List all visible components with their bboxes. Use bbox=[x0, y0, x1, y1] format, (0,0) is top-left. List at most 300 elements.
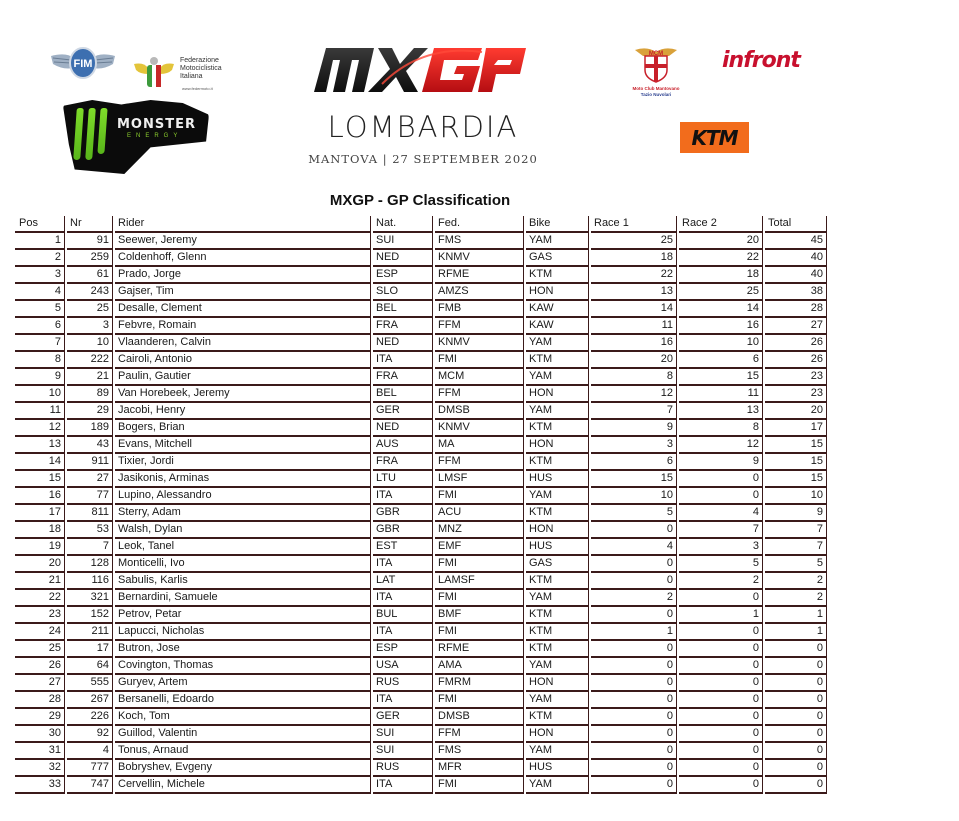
cell-fed: FMI bbox=[435, 352, 524, 369]
cell-pos: 12 bbox=[15, 420, 65, 437]
cell-nr: 226 bbox=[67, 709, 113, 726]
cell-pos: 29 bbox=[15, 709, 65, 726]
cell-race2: 0 bbox=[679, 641, 763, 658]
cell-total: 15 bbox=[765, 471, 827, 488]
cell-race2: 4 bbox=[679, 505, 763, 522]
cell-bike: KTM bbox=[526, 573, 589, 590]
cell-nat: ITA bbox=[373, 624, 433, 641]
cell-rider: Jacobi, Henry bbox=[115, 403, 371, 420]
cell-rider: Bernardini, Samuele bbox=[115, 590, 371, 607]
cell-total: 15 bbox=[765, 437, 827, 454]
table-row bbox=[15, 726, 827, 743]
cell-rider: Bogers, Brian bbox=[115, 420, 371, 437]
cell-total: 10 bbox=[765, 488, 827, 505]
cell-bike: KTM bbox=[526, 420, 589, 437]
mcm-crest-icon bbox=[627, 44, 685, 84]
cell-race1: 0 bbox=[591, 726, 677, 743]
cell-race2: 15 bbox=[679, 369, 763, 386]
cell-race1: 18 bbox=[591, 250, 677, 267]
cell-race2: 9 bbox=[679, 454, 763, 471]
cell-bike: GAS bbox=[526, 250, 589, 267]
cell-nr: 91 bbox=[67, 233, 113, 250]
cell-bike: KTM bbox=[526, 624, 589, 641]
cell-bike: YAM bbox=[526, 590, 589, 607]
table-row bbox=[15, 318, 827, 335]
cell-nr: 152 bbox=[67, 607, 113, 624]
cell-race1: 0 bbox=[591, 760, 677, 777]
cell-rider: Sabulis, Karlis bbox=[115, 573, 371, 590]
cell-nat: BEL bbox=[373, 301, 433, 318]
cell-rider: Bersanelli, Edoardo bbox=[115, 692, 371, 709]
cell-nr: 116 bbox=[67, 573, 113, 590]
cell-pos: 9 bbox=[15, 369, 65, 386]
table-row bbox=[15, 284, 827, 301]
cell-race2: 3 bbox=[679, 539, 763, 556]
cell-nat: ITA bbox=[373, 556, 433, 573]
cell-fed: MCM bbox=[435, 369, 524, 386]
cell-nr: 243 bbox=[67, 284, 113, 301]
cell-bike: YAM bbox=[526, 488, 589, 505]
col-header-nr: Nr bbox=[67, 216, 113, 233]
cell-bike: YAM bbox=[526, 335, 589, 352]
cell-race2: 0 bbox=[679, 760, 763, 777]
cell-rider: Koch, Tom bbox=[115, 709, 371, 726]
table-row bbox=[15, 437, 827, 454]
cell-rider: Leok, Tanel bbox=[115, 539, 371, 556]
cell-bike: YAM bbox=[526, 692, 589, 709]
cell-rider: Lupino, Alessandro bbox=[115, 488, 371, 505]
cell-race2: 25 bbox=[679, 284, 763, 301]
table-row bbox=[15, 777, 827, 794]
cell-pos: 7 bbox=[15, 335, 65, 352]
col-header-race1: Race 1 bbox=[591, 216, 677, 233]
col-header-pos: Pos bbox=[15, 216, 65, 233]
cell-fed: ACU bbox=[435, 505, 524, 522]
cell-fed: AMZS bbox=[435, 284, 524, 301]
cell-nr: 777 bbox=[67, 760, 113, 777]
table-row bbox=[15, 573, 827, 590]
cell-rider: Gajser, Tim bbox=[115, 284, 371, 301]
cell-race2: 5 bbox=[679, 556, 763, 573]
cell-total: 0 bbox=[765, 726, 827, 743]
cell-nat: GBR bbox=[373, 505, 433, 522]
cell-nr: 92 bbox=[67, 726, 113, 743]
cell-nr: 61 bbox=[67, 267, 113, 284]
cell-race2: 14 bbox=[679, 301, 763, 318]
cell-nr: 321 bbox=[67, 590, 113, 607]
cell-nat: FRA bbox=[373, 369, 433, 386]
table-row bbox=[15, 488, 827, 505]
cell-nat: ITA bbox=[373, 777, 433, 794]
cell-total: 1 bbox=[765, 624, 827, 641]
cell-pos: 4 bbox=[15, 284, 65, 301]
cell-nat: BUL bbox=[373, 607, 433, 624]
monster-energy-logo: MONSTER ENERGY bbox=[63, 100, 209, 174]
cell-nat: LAT bbox=[373, 573, 433, 590]
col-header-race2: Race 2 bbox=[679, 216, 763, 233]
cell-nr: 43 bbox=[67, 437, 113, 454]
cell-total: 9 bbox=[765, 505, 827, 522]
cell-race2: 0 bbox=[679, 488, 763, 505]
cell-total: 0 bbox=[765, 777, 827, 794]
cell-fed: FFM bbox=[435, 386, 524, 403]
table-row bbox=[15, 267, 827, 284]
cell-fed: LMSF bbox=[435, 471, 524, 488]
cell-bike: KTM bbox=[526, 267, 589, 284]
cell-fed: FMI bbox=[435, 556, 524, 573]
cell-total: 17 bbox=[765, 420, 827, 437]
col-header-bike: Bike bbox=[526, 216, 589, 233]
cell-nat: ITA bbox=[373, 692, 433, 709]
cell-total: 26 bbox=[765, 352, 827, 369]
cell-total: 28 bbox=[765, 301, 827, 318]
cell-bike: YAM bbox=[526, 777, 589, 794]
cell-fed: FMRM bbox=[435, 675, 524, 692]
cell-fed: FMI bbox=[435, 692, 524, 709]
cell-bike: HON bbox=[526, 522, 589, 539]
cell-rider: Febvre, Romain bbox=[115, 318, 371, 335]
table-row bbox=[15, 624, 827, 641]
cell-pos: 30 bbox=[15, 726, 65, 743]
cell-nat: FRA bbox=[373, 454, 433, 471]
cell-rider: Sterry, Adam bbox=[115, 505, 371, 522]
cell-nat: GER bbox=[373, 403, 433, 420]
cell-nr: 27 bbox=[67, 471, 113, 488]
cell-nat: USA bbox=[373, 658, 433, 675]
cell-rider: Bobryshev, Evgeny bbox=[115, 760, 371, 777]
table-row bbox=[15, 709, 827, 726]
svg-text:MCM: MCM bbox=[648, 51, 664, 57]
cell-race2: 18 bbox=[679, 267, 763, 284]
cell-fed: KNMV bbox=[435, 250, 524, 267]
cell-rider: Butron, Jose bbox=[115, 641, 371, 658]
cell-rider: Paulin, Gautier bbox=[115, 369, 371, 386]
cell-total: 1 bbox=[765, 607, 827, 624]
fmi-url: www.federmoto.it bbox=[182, 86, 213, 91]
cell-bike: HON bbox=[526, 726, 589, 743]
cell-fed: FMB bbox=[435, 301, 524, 318]
cell-bike: HON bbox=[526, 284, 589, 301]
cell-rider: Lapucci, Nicholas bbox=[115, 624, 371, 641]
cell-rider: Coldenhoff, Glenn bbox=[115, 250, 371, 267]
mxgp-logo bbox=[312, 44, 528, 96]
cell-fed: RFME bbox=[435, 641, 524, 658]
cell-fed: FMI bbox=[435, 624, 524, 641]
cell-pos: 15 bbox=[15, 471, 65, 488]
event-subline: MANTOVA | 27 SEPTEMBER 2020 bbox=[308, 152, 538, 166]
cell-pos: 21 bbox=[15, 573, 65, 590]
table-row bbox=[15, 675, 827, 692]
cell-race1: 20 bbox=[591, 352, 677, 369]
cell-race1: 0 bbox=[591, 556, 677, 573]
cell-fed: MA bbox=[435, 437, 524, 454]
cell-nat: NED bbox=[373, 250, 433, 267]
cell-race2: 10 bbox=[679, 335, 763, 352]
cell-bike: KTM bbox=[526, 641, 589, 658]
cell-total: 27 bbox=[765, 318, 827, 335]
cell-total: 45 bbox=[765, 233, 827, 250]
cell-total: 26 bbox=[765, 335, 827, 352]
cell-race1: 2 bbox=[591, 590, 677, 607]
cell-nat: ITA bbox=[373, 488, 433, 505]
cell-race2: 12 bbox=[679, 437, 763, 454]
cell-pos: 8 bbox=[15, 352, 65, 369]
cell-pos: 28 bbox=[15, 692, 65, 709]
cell-race1: 6 bbox=[591, 454, 677, 471]
cell-rider: Petrov, Petar bbox=[115, 607, 371, 624]
cell-race2: 0 bbox=[679, 777, 763, 794]
cell-race1: 13 bbox=[591, 284, 677, 301]
cell-nat: GER bbox=[373, 709, 433, 726]
cell-pos: 19 bbox=[15, 539, 65, 556]
cell-bike: YAM bbox=[526, 369, 589, 386]
cell-rider: Monticelli, Ivo bbox=[115, 556, 371, 573]
cell-bike: YAM bbox=[526, 233, 589, 250]
cell-nr: 64 bbox=[67, 658, 113, 675]
col-header-total: Total bbox=[765, 216, 827, 233]
cell-rider: Desalle, Clement bbox=[115, 301, 371, 318]
cell-race1: 4 bbox=[591, 539, 677, 556]
cell-total: 0 bbox=[765, 675, 827, 692]
cell-nat: RUS bbox=[373, 760, 433, 777]
cell-race2: 0 bbox=[679, 658, 763, 675]
table-row bbox=[15, 658, 827, 675]
cell-pos: 11 bbox=[15, 403, 65, 420]
cell-pos: 5 bbox=[15, 301, 65, 318]
cell-race1: 0 bbox=[591, 692, 677, 709]
cell-race2: 16 bbox=[679, 318, 763, 335]
infront-logo: infront bbox=[722, 48, 800, 73]
col-header-fed: Fed. bbox=[435, 216, 524, 233]
cell-rider: Seewer, Jeremy bbox=[115, 233, 371, 250]
cell-total: 23 bbox=[765, 386, 827, 403]
cell-bike: KTM bbox=[526, 505, 589, 522]
cell-total: 2 bbox=[765, 573, 827, 590]
table-row bbox=[15, 454, 827, 471]
cell-total: 7 bbox=[765, 522, 827, 539]
cell-race2: 22 bbox=[679, 250, 763, 267]
cell-race2: 0 bbox=[679, 471, 763, 488]
cell-pos: 24 bbox=[15, 624, 65, 641]
cell-race1: 16 bbox=[591, 335, 677, 352]
cell-fed: KNMV bbox=[435, 420, 524, 437]
cell-bike: HON bbox=[526, 437, 589, 454]
cell-nr: 267 bbox=[67, 692, 113, 709]
cell-bike: KTM bbox=[526, 352, 589, 369]
cell-race2: 0 bbox=[679, 624, 763, 641]
cell-bike: KAW bbox=[526, 301, 589, 318]
cell-race1: 1 bbox=[591, 624, 677, 641]
cell-total: 40 bbox=[765, 267, 827, 284]
cell-race2: 0 bbox=[679, 590, 763, 607]
cell-race1: 25 bbox=[591, 233, 677, 250]
cell-rider: Jasikonis, Arminas bbox=[115, 471, 371, 488]
cell-pos: 33 bbox=[15, 777, 65, 794]
cell-nr: 555 bbox=[67, 675, 113, 692]
cell-bike: HON bbox=[526, 675, 589, 692]
table-row bbox=[15, 692, 827, 709]
cell-fed: FFM bbox=[435, 318, 524, 335]
cell-fed: FMI bbox=[435, 590, 524, 607]
fmi-logo bbox=[134, 52, 226, 94]
cell-nr: 3 bbox=[67, 318, 113, 335]
cell-race1: 0 bbox=[591, 522, 677, 539]
cell-total: 0 bbox=[765, 658, 827, 675]
cell-total: 40 bbox=[765, 250, 827, 267]
cell-nr: 4 bbox=[67, 743, 113, 760]
cell-pos: 26 bbox=[15, 658, 65, 675]
cell-nat: ESP bbox=[373, 267, 433, 284]
table-row bbox=[15, 335, 827, 352]
cell-nat: NED bbox=[373, 420, 433, 437]
cell-total: 0 bbox=[765, 709, 827, 726]
fmi-badge-icon bbox=[134, 54, 174, 90]
cell-nr: 747 bbox=[67, 777, 113, 794]
cell-fed: FFM bbox=[435, 726, 524, 743]
cell-pos: 3 bbox=[15, 267, 65, 284]
cell-fed: FMS bbox=[435, 743, 524, 760]
svg-text:FIM: FIM bbox=[73, 58, 93, 70]
cell-rider: Tonus, Arnaud bbox=[115, 743, 371, 760]
cell-fed: DMSB bbox=[435, 709, 524, 726]
cell-pos: 13 bbox=[15, 437, 65, 454]
cell-fed: RFME bbox=[435, 267, 524, 284]
moto-club-mantovano-logo: MCM Moto Club Mantovano Tazio Nuvolari bbox=[627, 44, 685, 100]
cell-bike: GAS bbox=[526, 556, 589, 573]
cell-nr: 21 bbox=[67, 369, 113, 386]
cell-nr: 25 bbox=[67, 301, 113, 318]
cell-bike: HON bbox=[526, 386, 589, 403]
cell-bike: KTM bbox=[526, 709, 589, 726]
cell-pos: 1 bbox=[15, 233, 65, 250]
cell-race1: 15 bbox=[591, 471, 677, 488]
cell-pos: 23 bbox=[15, 607, 65, 624]
fim-logo bbox=[49, 46, 117, 80]
cell-rider: Van Horebeek, Jeremy bbox=[115, 386, 371, 403]
table-header bbox=[15, 216, 827, 233]
cell-pos: 27 bbox=[15, 675, 65, 692]
cell-nr: 10 bbox=[67, 335, 113, 352]
cell-race1: 0 bbox=[591, 777, 677, 794]
cell-nr: 189 bbox=[67, 420, 113, 437]
cell-pos: 6 bbox=[15, 318, 65, 335]
cell-nat: AUS bbox=[373, 437, 433, 454]
cell-pos: 31 bbox=[15, 743, 65, 760]
cell-rider: Cairoli, Antonio bbox=[115, 352, 371, 369]
cell-bike: YAM bbox=[526, 743, 589, 760]
cell-rider: Prado, Jorge bbox=[115, 267, 371, 284]
cell-nat: RUS bbox=[373, 675, 433, 692]
cell-race2: 7 bbox=[679, 522, 763, 539]
cell-nr: 211 bbox=[67, 624, 113, 641]
table-row bbox=[15, 556, 827, 573]
cell-nat: SUI bbox=[373, 726, 433, 743]
table-row bbox=[15, 301, 827, 318]
cell-race1: 0 bbox=[591, 675, 677, 692]
table-row bbox=[15, 641, 827, 658]
cell-nat: SUI bbox=[373, 233, 433, 250]
cell-pos: 2 bbox=[15, 250, 65, 267]
cell-total: 15 bbox=[765, 454, 827, 471]
cell-total: 2 bbox=[765, 590, 827, 607]
cell-fed: FMI bbox=[435, 488, 524, 505]
table-row bbox=[15, 386, 827, 403]
cell-nr: 77 bbox=[67, 488, 113, 505]
cell-nr: 17 bbox=[67, 641, 113, 658]
cell-race1: 11 bbox=[591, 318, 677, 335]
cell-nat: FRA bbox=[373, 318, 433, 335]
cell-race2: 6 bbox=[679, 352, 763, 369]
cell-race1: 9 bbox=[591, 420, 677, 437]
cell-race1: 0 bbox=[591, 658, 677, 675]
cell-nat: EST bbox=[373, 539, 433, 556]
cell-race2: 2 bbox=[679, 573, 763, 590]
cell-bike: HUS bbox=[526, 471, 589, 488]
cell-bike: HUS bbox=[526, 539, 589, 556]
fmi-text: Federazione Motociclistica Italiana bbox=[180, 57, 222, 80]
cell-nr: 911 bbox=[67, 454, 113, 471]
cell-nat: GBR bbox=[373, 522, 433, 539]
cell-race2: 0 bbox=[679, 709, 763, 726]
cell-rider: Guryev, Artem bbox=[115, 675, 371, 692]
document-title: MXGP - GP Classification bbox=[329, 192, 511, 209]
cell-race1: 22 bbox=[591, 267, 677, 284]
cell-rider: Cervellin, Michele bbox=[115, 777, 371, 794]
cell-race1: 7 bbox=[591, 403, 677, 420]
cell-race2: 0 bbox=[679, 675, 763, 692]
cell-race2: 0 bbox=[679, 692, 763, 709]
cell-bike: YAM bbox=[526, 658, 589, 675]
cell-fed: BMF bbox=[435, 607, 524, 624]
cell-rider: Covington, Thomas bbox=[115, 658, 371, 675]
cell-total: 0 bbox=[765, 641, 827, 658]
cell-nat: ITA bbox=[373, 590, 433, 607]
table-row bbox=[15, 522, 827, 539]
cell-race1: 0 bbox=[591, 641, 677, 658]
cell-nat: ESP bbox=[373, 641, 433, 658]
table-row bbox=[15, 760, 827, 777]
cell-race1: 5 bbox=[591, 505, 677, 522]
cell-nat: SLO bbox=[373, 284, 433, 301]
cell-nr: 89 bbox=[67, 386, 113, 403]
table-row bbox=[15, 369, 827, 386]
table-body bbox=[15, 233, 827, 794]
cell-nat: NED bbox=[373, 335, 433, 352]
cell-race1: 10 bbox=[591, 488, 677, 505]
cell-race1: 0 bbox=[591, 607, 677, 624]
table-row bbox=[15, 403, 827, 420]
cell-bike: YAM bbox=[526, 403, 589, 420]
cell-pos: 20 bbox=[15, 556, 65, 573]
cell-nr: 811 bbox=[67, 505, 113, 522]
cell-total: 20 bbox=[765, 403, 827, 420]
table-row bbox=[15, 250, 827, 267]
cell-total: 5 bbox=[765, 556, 827, 573]
cell-race1: 0 bbox=[591, 709, 677, 726]
cell-fed: LAMSF bbox=[435, 573, 524, 590]
cell-pos: 10 bbox=[15, 386, 65, 403]
cell-race2: 13 bbox=[679, 403, 763, 420]
cell-pos: 17 bbox=[15, 505, 65, 522]
cell-bike: KTM bbox=[526, 607, 589, 624]
classification-table bbox=[15, 216, 827, 794]
cell-fed: MFR bbox=[435, 760, 524, 777]
cell-pos: 25 bbox=[15, 641, 65, 658]
cell-race2: 0 bbox=[679, 726, 763, 743]
cell-bike: HUS bbox=[526, 760, 589, 777]
cell-nr: 29 bbox=[67, 403, 113, 420]
table-row bbox=[15, 420, 827, 437]
